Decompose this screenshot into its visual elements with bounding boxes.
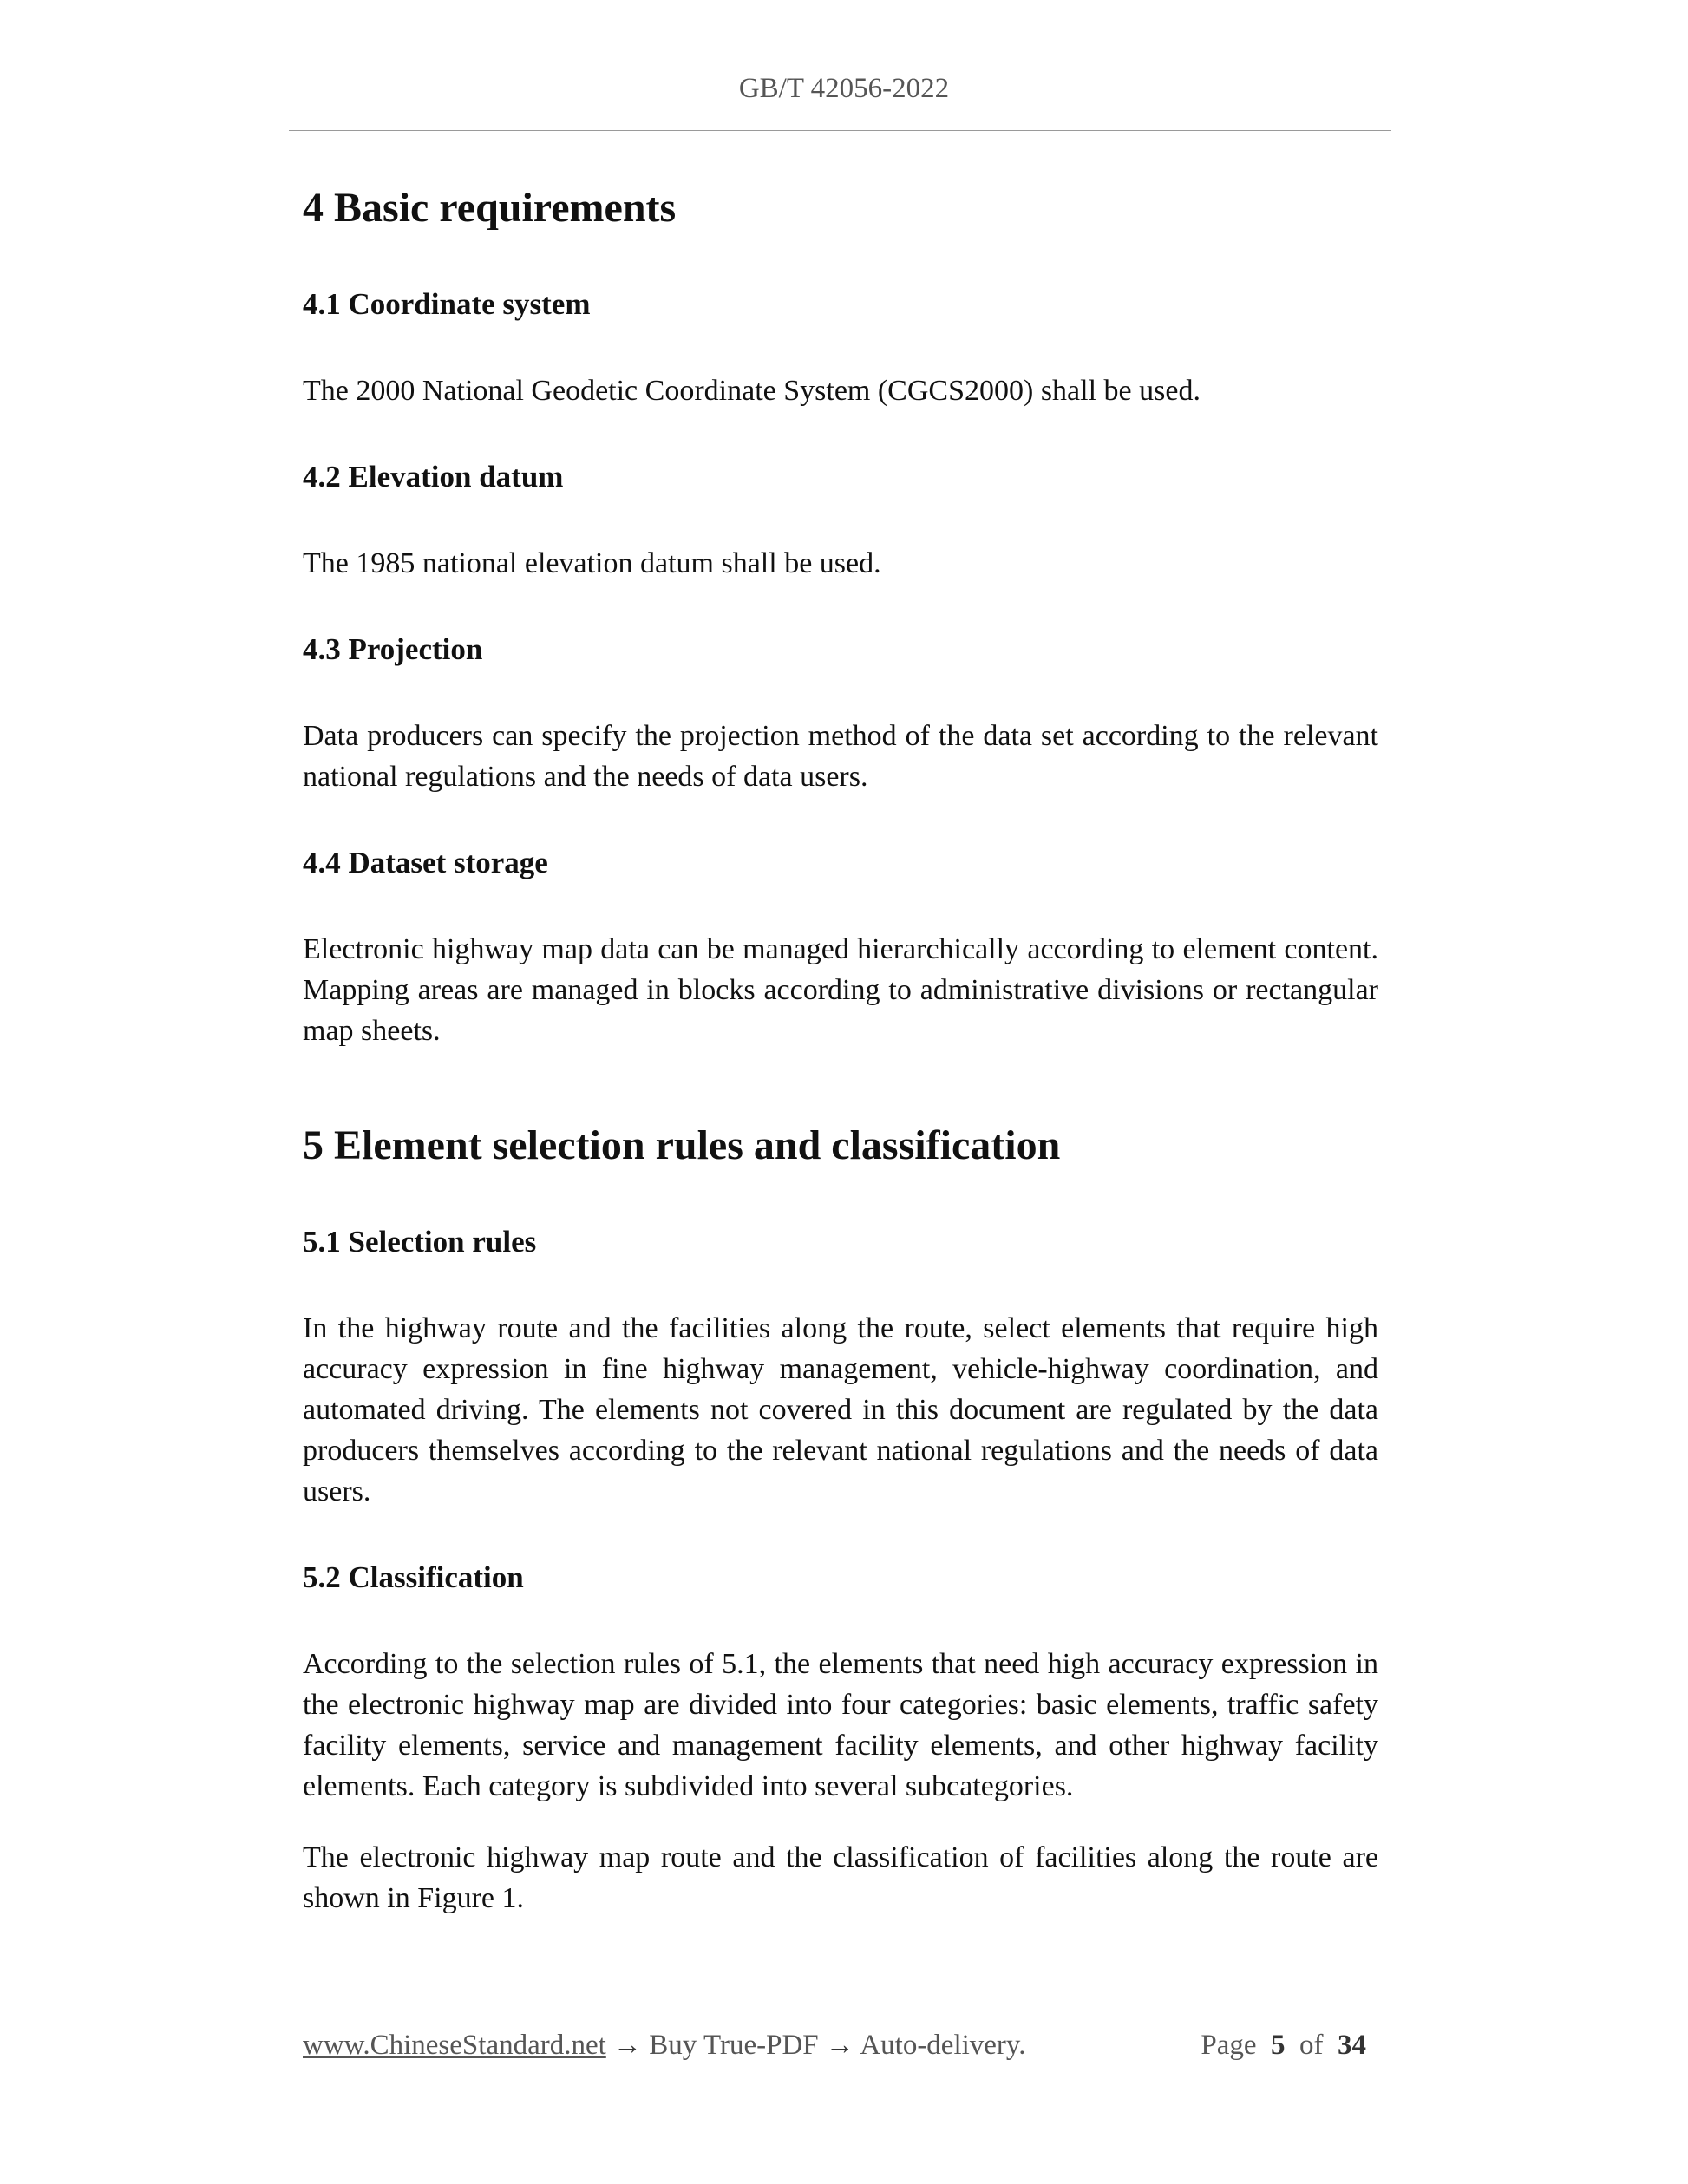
standard-code: GB/T 42056-2022 <box>738 73 950 104</box>
section-5-1-paragraph: In the highway route and the facilities along the route, select elements that require high accuracy expression in fine highway management, vehicle-highway coordination, and automated driving. The elements not covered in this document are regulated by the data producers themselves according to the relevant national regulations and the needs of data users. <box>303 1312 1378 1507</box>
arrow-right-icon: → <box>825 2030 854 2061</box>
section-4-heading: 4 Basic requirements <box>303 185 677 231</box>
section-4-2-heading: 4.2 Elevation datum <box>303 460 564 494</box>
document-body <box>303 178 1378 1919</box>
arrow-right-icon: → <box>613 2030 643 2061</box>
buy-true-pdf-text: Buy True-PDF <box>649 2030 819 2061</box>
page-header <box>0 73 1688 105</box>
header-divider <box>289 130 1391 131</box>
auto-delivery-text: Auto-delivery. <box>860 2030 1026 2061</box>
chinese-standard-link[interactable]: www.ChineseStandard.net <box>303 2030 606 2061</box>
section-5-2-heading: 5.2 Classification <box>303 1560 524 1594</box>
section-4-2-paragraph: The 1985 national elevation datum shall be used. <box>303 547 881 579</box>
page-indicator <box>1201 2030 1366 2062</box>
section-5-heading: 5 Element selection rules and classification <box>303 1122 1061 1168</box>
page-total: 34 <box>1338 2030 1366 2061</box>
footer-promo <box>303 2030 1026 2062</box>
section-4-4-heading: 4.4 Dataset storage <box>303 846 548 879</box>
page-label: Page <box>1201 2030 1257 2061</box>
section-5-2-paragraph-2: The electronic highway map route and the classification of facilities along the route are shown in Figure 1. <box>303 1841 1378 1914</box>
section-4-3-heading: 4.3 Projection <box>303 632 483 666</box>
section-5-1-heading: 5.1 Selection rules <box>303 1225 537 1259</box>
section-4-1-heading: 4.1 Coordinate system <box>303 287 591 321</box>
section-4-4-paragraph: Electronic highway map data can be managed hierarchically according to element content. Mapping areas are managed in blocks according to administrative divisions or rectangular map sheets. <box>303 933 1378 1047</box>
section-4-1-paragraph: The 2000 National Geodetic Coordinate System (CGCS2000) shall be used. <box>303 375 1201 407</box>
of-label: of <box>1299 2030 1324 2061</box>
section-5-2-paragraph-1: According to the selection rules of 5.1, the elements that need high accuracy expression in the electronic highway map are divided into four categories: basic elements, traffic safety facility elements, service and management facility elements, and other highway facility elements. Each category is subdivided into several subcategories. <box>303 1648 1378 1802</box>
section-4-3-paragraph: Data producers can specify the projection method of the data set according to the relevant national regulations and the needs of data users. <box>303 720 1378 793</box>
page-number: 5 <box>1271 2030 1286 2061</box>
